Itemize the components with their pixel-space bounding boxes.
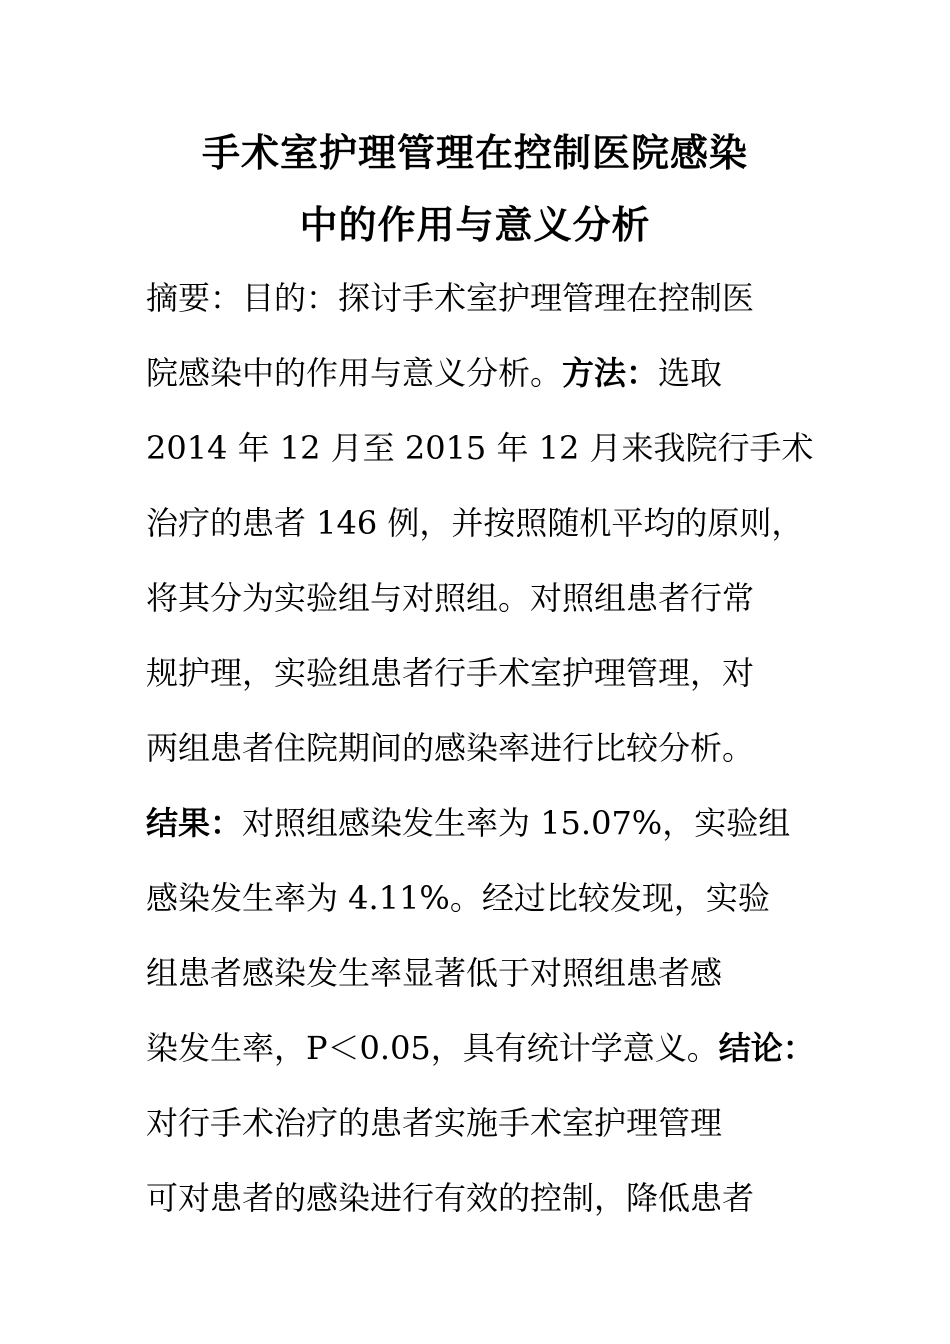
abstract-line-11-text: 染发生率，P＜0.05，具有统计学意义。 xyxy=(146,1029,719,1067)
abstract-line-3: 2014 年 12 月至 2015 年 12 月来我院行手术 xyxy=(146,429,814,467)
abstract-line-12: 对行手术治疗的患者实施手术室护理管理 xyxy=(146,1104,723,1142)
abstract-line-8-tail: 对照组感染发生率为 15.07%，实验组 xyxy=(242,804,791,842)
abstract-line-2-text: 院感染中的作用与意义分析。 xyxy=(146,354,563,392)
result-label: 结果： xyxy=(146,804,243,842)
abstract-line-4: 治疗的患者 146 例，并按照随机平均的原则， xyxy=(146,504,804,542)
abstract-line-11 xyxy=(146,1026,815,1070)
page-title-line-1: 手术室护理管理在控制医院感染 xyxy=(201,131,748,175)
page-title-line-2: 中的作用与意义分析 xyxy=(299,203,651,247)
abstract-line-8 xyxy=(146,801,790,845)
abstract-line-7: 两组患者住院期间的感染率进行比较分析。 xyxy=(146,729,755,767)
conclusion-label: 结论： xyxy=(718,1029,815,1067)
abstract-line-2-tail: 选取 xyxy=(658,354,723,392)
abstract-line-5: 将其分为实验组与对照组。对照组患者行常 xyxy=(146,579,755,617)
abstract-line-6: 规护理，实验组患者行手术室护理管理，对 xyxy=(146,654,755,692)
abstract-line-2 xyxy=(146,351,722,395)
method-label: 方法： xyxy=(562,354,659,392)
abstract-line-9: 感染发生率为 4.11%。经过比较发现，实验 xyxy=(146,879,770,917)
abstract-line-10: 组患者感染发生率显著低于对照组患者感 xyxy=(146,954,723,992)
abstract-line-13: 可对患者的感染进行有效的控制，降低患者 xyxy=(146,1179,755,1217)
abstract-line-1: 摘要：目的：探讨手术室护理管理在控制医 xyxy=(146,279,755,317)
